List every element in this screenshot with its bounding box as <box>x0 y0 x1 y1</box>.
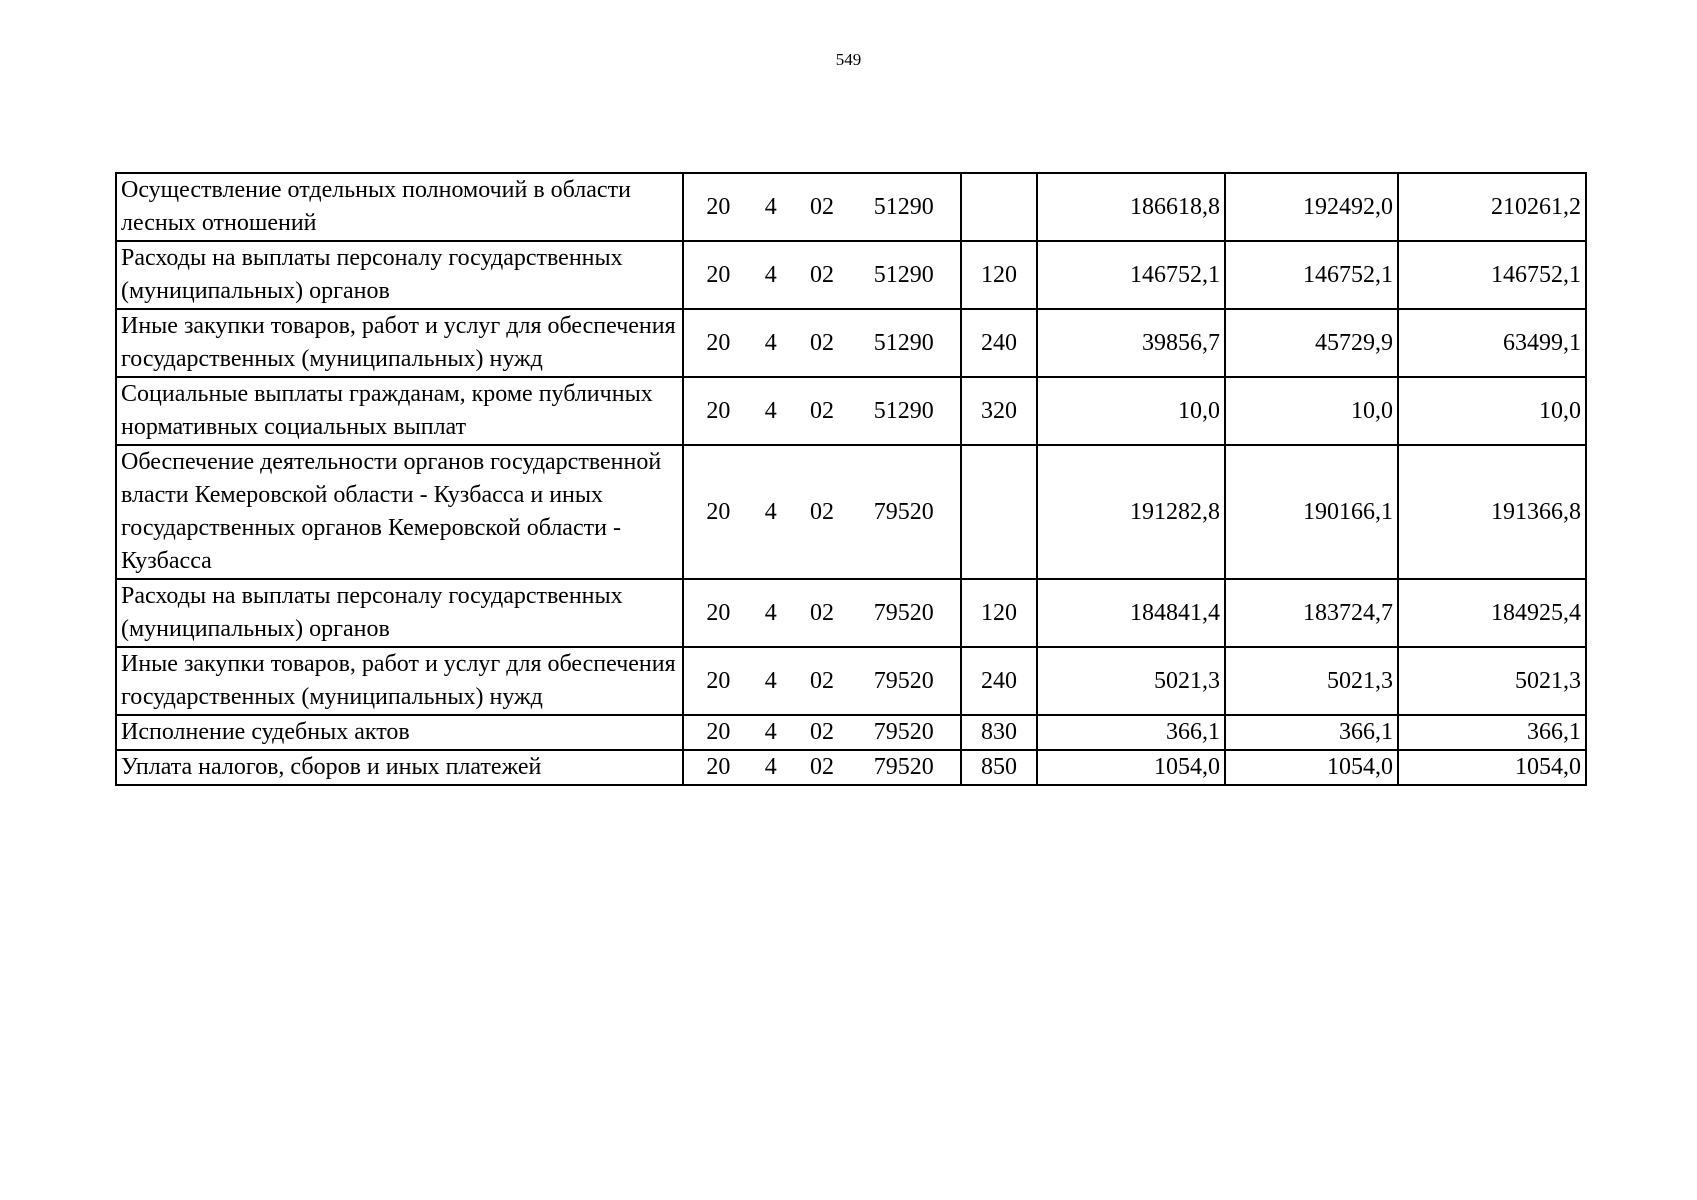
amount-3: 1054,0 <box>1398 750 1586 785</box>
table-row <box>116 579 1586 647</box>
expense-type-code: 120 <box>961 241 1037 309</box>
main-event-code: 02 <box>810 498 834 525</box>
row-name: Осуществление отдельных полномочий в области лесных отношений <box>116 173 683 241</box>
amount-2: 5021,3 <box>1225 647 1398 715</box>
amount-1: 5021,3 <box>1037 647 1225 715</box>
table-body <box>116 173 1586 785</box>
row-target-code <box>683 241 961 309</box>
program-code: 20 <box>706 719 731 745</box>
table-row <box>116 309 1586 377</box>
table-row <box>116 647 1586 715</box>
amount-1: 10,0 <box>1037 377 1225 445</box>
table-row <box>116 750 1586 785</box>
table-row <box>116 377 1586 445</box>
direction-code: 79520 <box>873 754 934 780</box>
amount-1: 1054,0 <box>1037 750 1225 785</box>
direction-code: 51290 <box>873 261 934 288</box>
row-target-code <box>683 445 961 579</box>
amount-2: 45729,9 <box>1225 309 1398 377</box>
amount-2: 10,0 <box>1225 377 1398 445</box>
main-event-code: 02 <box>810 329 834 356</box>
row-name: Расходы на выплаты персоналу государственных (муниципальных) органов <box>116 579 683 647</box>
program-code: 20 <box>706 599 731 626</box>
program-code: 20 <box>706 498 731 525</box>
budget-table <box>115 172 1587 786</box>
amount-2: 1054,0 <box>1225 750 1398 785</box>
program-code: 20 <box>706 397 731 424</box>
expense-type-code: 320 <box>961 377 1037 445</box>
amount-1: 191282,8 <box>1037 445 1225 579</box>
program-code: 20 <box>706 667 731 694</box>
row-target-code <box>683 173 961 241</box>
row-name: Иные закупки товаров, работ и услуг для обеспечения государственных (муниципальных) нужд <box>116 647 683 715</box>
table-row <box>116 241 1586 309</box>
direction-code: 79520 <box>873 719 934 745</box>
amount-2: 146752,1 <box>1225 241 1398 309</box>
amount-1: 366,1 <box>1037 715 1225 750</box>
expense-type-code: 830 <box>961 715 1037 750</box>
subprogram-code: 4 <box>764 754 777 780</box>
page-number: 549 <box>835 50 862 69</box>
row-name: Обеспечение деятельности органов государственной власти Кемеровской области - Кузбасса и иных государственных органов Кемеровской области - Кузбасса <box>116 445 683 579</box>
row-name: Иные закупки товаров, работ и услуг для обеспечения государственных (муниципальных) нужд <box>116 309 683 377</box>
direction-code: 51290 <box>873 397 934 424</box>
subprogram-code: 4 <box>764 261 777 288</box>
amount-1: 184841,4 <box>1037 579 1225 647</box>
main-event-code: 02 <box>810 719 834 745</box>
subprogram-code: 4 <box>764 498 777 525</box>
amount-1: 186618,8 <box>1037 173 1225 241</box>
expense-type-code <box>961 445 1037 579</box>
amount-2: 190166,1 <box>1225 445 1398 579</box>
direction-code: 79520 <box>873 498 934 525</box>
row-target-code <box>683 715 961 750</box>
table-row <box>116 173 1586 241</box>
subprogram-code: 4 <box>764 397 777 424</box>
subprogram-code: 4 <box>764 667 777 694</box>
expense-type-code <box>961 173 1037 241</box>
main-event-code: 02 <box>810 397 834 424</box>
subprogram-code: 4 <box>764 193 777 220</box>
amount-1: 146752,1 <box>1037 241 1225 309</box>
amount-2: 192492,0 <box>1225 173 1398 241</box>
direction-code: 51290 <box>873 193 934 220</box>
main-event-code: 02 <box>810 193 834 220</box>
row-name: Уплата налогов, сборов и иных платежей <box>116 750 683 785</box>
amount-3: 5021,3 <box>1398 647 1586 715</box>
expense-type-code: 240 <box>961 309 1037 377</box>
program-code: 20 <box>706 261 731 288</box>
amount-2: 366,1 <box>1225 715 1398 750</box>
amount-1: 39856,7 <box>1037 309 1225 377</box>
row-target-code <box>683 579 961 647</box>
subprogram-code: 4 <box>764 329 777 356</box>
amount-3: 184925,4 <box>1398 579 1586 647</box>
amount-3: 191366,8 <box>1398 445 1586 579</box>
main-event-code: 02 <box>810 754 834 780</box>
main-event-code: 02 <box>810 599 834 626</box>
program-code: 20 <box>706 193 731 220</box>
row-name: Исполнение судебных актов <box>116 715 683 750</box>
amount-3: 10,0 <box>1398 377 1586 445</box>
amount-3: 366,1 <box>1398 715 1586 750</box>
direction-code: 51290 <box>873 329 934 356</box>
amount-3: 210261,2 <box>1398 173 1586 241</box>
subprogram-code: 4 <box>764 599 777 626</box>
row-target-code <box>683 750 961 785</box>
main-event-code: 02 <box>810 261 834 288</box>
main-event-code: 02 <box>810 667 834 694</box>
table-row <box>116 715 1586 750</box>
amount-3: 146752,1 <box>1398 241 1586 309</box>
table-row <box>116 445 1586 579</box>
subprogram-code: 4 <box>764 719 777 745</box>
expense-type-code: 120 <box>961 579 1037 647</box>
direction-code: 79520 <box>873 667 934 694</box>
row-target-code <box>683 647 961 715</box>
row-name: Расходы на выплаты персоналу государственных (муниципальных) органов <box>116 241 683 309</box>
row-target-code <box>683 377 961 445</box>
program-code: 20 <box>706 329 731 356</box>
amount-3: 63499,1 <box>1398 309 1586 377</box>
amount-2: 183724,7 <box>1225 579 1398 647</box>
expense-type-code: 850 <box>961 750 1037 785</box>
program-code: 20 <box>706 754 731 780</box>
row-name: Социальные выплаты гражданам, кроме публичных нормативных социальных выплат <box>116 377 683 445</box>
expense-type-code: 240 <box>961 647 1037 715</box>
direction-code: 79520 <box>873 599 934 626</box>
row-target-code <box>683 309 961 377</box>
